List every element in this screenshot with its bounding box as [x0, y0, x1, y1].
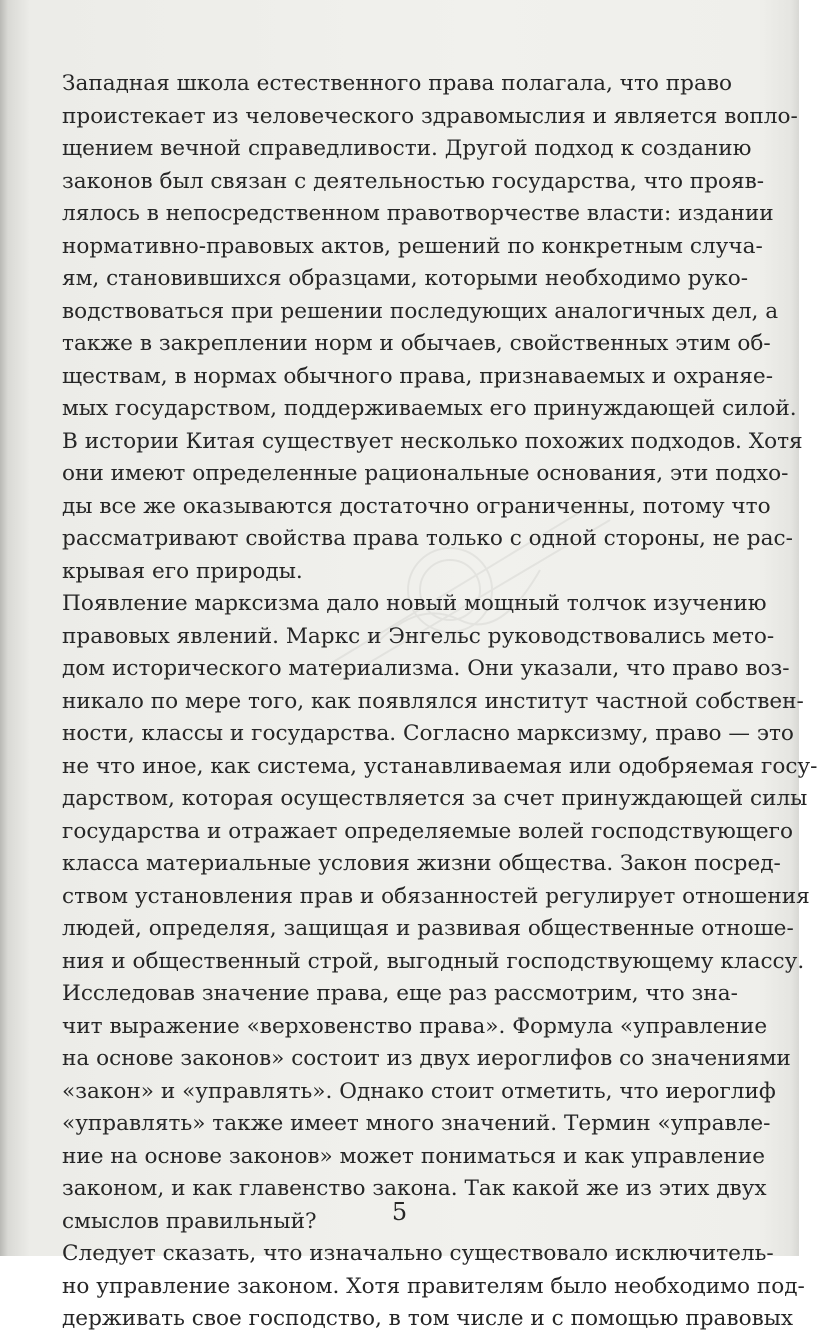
paragraph-1-line-5: лялось в непосредственном правотворчестве власти: издании [62, 201, 774, 226]
paragraph-1-line-4: законов был связан с деятельностью государства, что прояв- [62, 168, 765, 194]
paragraph-3-line-6: ние на основе законов» может пониматься и как управление [62, 1143, 765, 1169]
paragraph-1-line-10: ществам, в нормах обычного права, признаваемых и охраняе- [62, 363, 773, 389]
paragraph-2-line-1: Появление марксизма дало новый мощный толчок изучению [62, 591, 767, 616]
paragraph-2-line-10: ством установления прав и обязанностей регулирует отношения [62, 883, 810, 909]
paragraph-2-line-8: государства и отражает определяемые волей господствующего [62, 818, 793, 844]
paragraph-2-line-2: правовых явлений. Маркс и Энгельс руководствовались мето- [62, 623, 775, 649]
paragraph-3-line-8: смыслов правильный? [62, 1208, 317, 1234]
paragraph-1-line-1: Западная школа естественного права полагала, что право [62, 71, 733, 96]
paragraph-1-line-6: нормативно-правовых актов, решений по конкретным случа- [62, 233, 763, 259]
paragraph-3-line-4: «закон» и «управлять». Однако стоит отметить, что иероглиф [62, 1078, 776, 1104]
paragraph-2-line-6: не что иное, как система, устанавливаемая или одобряемая госу- [62, 753, 817, 779]
paragraph-4-line-2: но управление законом. Хотя правителям было необходимо под- [62, 1273, 805, 1299]
paragraph-1-line-8: водствоваться при решении последующих аналогичных дел, а [62, 298, 779, 324]
paragraph-1-line-2: проистекает из человеческого здравомыслия и является вопло- [62, 103, 798, 129]
paragraph-2-line-4: никало по мере того, как появлялся институт частной собствен- [62, 688, 804, 714]
paragraph-1-line-15: рассматривают свойства права только с одной стороны, не рас- [62, 526, 793, 551]
page-number: 5 [391, 1198, 408, 1226]
paragraph-1-line-12: В истории Китая существует несколько похожих подходов. Хотя [62, 428, 803, 454]
paragraph-1-line-13: они имеют определенные рациональные основания, эти подхо- [62, 461, 789, 486]
paragraph-3-line-3: на основе законов» состоит из двух иероглифов со значениями [62, 1046, 791, 1071]
paragraph-1-line-14: ды все же оказываются достаточно ограниченны, потому что [62, 493, 771, 519]
paragraph-1-line-11: мых государством, поддерживаемых его принуждающей силой. [62, 396, 797, 421]
paragraph-4-line-1: Следует сказать, что изначально существовало исключитель- [62, 1241, 774, 1266]
paragraph-4-line-3: держивать свое господство, в том числе и с помощью правовых [62, 1306, 794, 1331]
paragraph-2-line-3: дом исторического материализма. Они указали, что право воз- [62, 656, 790, 681]
paragraph-3-line-2: чит выражение «верховенство права». Формула «управление [62, 1013, 768, 1039]
paragraph-3-line-7: законом, и как главенство закона. Так какой же из этих двух [62, 1176, 767, 1201]
paragraph-2-line-5: ности, классы и государства. Согласно марксизму, право — это [62, 721, 794, 746]
paragraph-1-line-3: щением вечной справедливости. Другой подход к созданию [62, 136, 752, 161]
paragraph-2-line-9: класса материальные условия жизни общества. Закон посред- [62, 851, 781, 876]
paragraph-3-line-5: «управлять» также имеет много значений. Термин «управле- [62, 1111, 771, 1136]
paragraph-1-line-9: также в закреплении норм и обычаев, свойственных этим об- [62, 331, 771, 356]
paragraph-2-line-7: дарством, которая осуществляется за счет принуждающей силы [62, 786, 808, 811]
body-text [62, 68, 817, 1336]
paragraph-1-line-7: ям, становившихся образцами, которыми необходимо руко- [62, 266, 749, 291]
paragraph-3-line-1: Исследовав значение права, еще раз рассмотрим, что зна- [62, 981, 738, 1006]
paragraph-2-line-11: людей, определяя, защищая и развивая общественные отноше- [62, 916, 794, 941]
paragraph-2-line-12: ния и общественный строй, выгодный господствующему классу. [62, 948, 805, 974]
paragraph-1-line-16: крывая его природы. [62, 558, 303, 584]
